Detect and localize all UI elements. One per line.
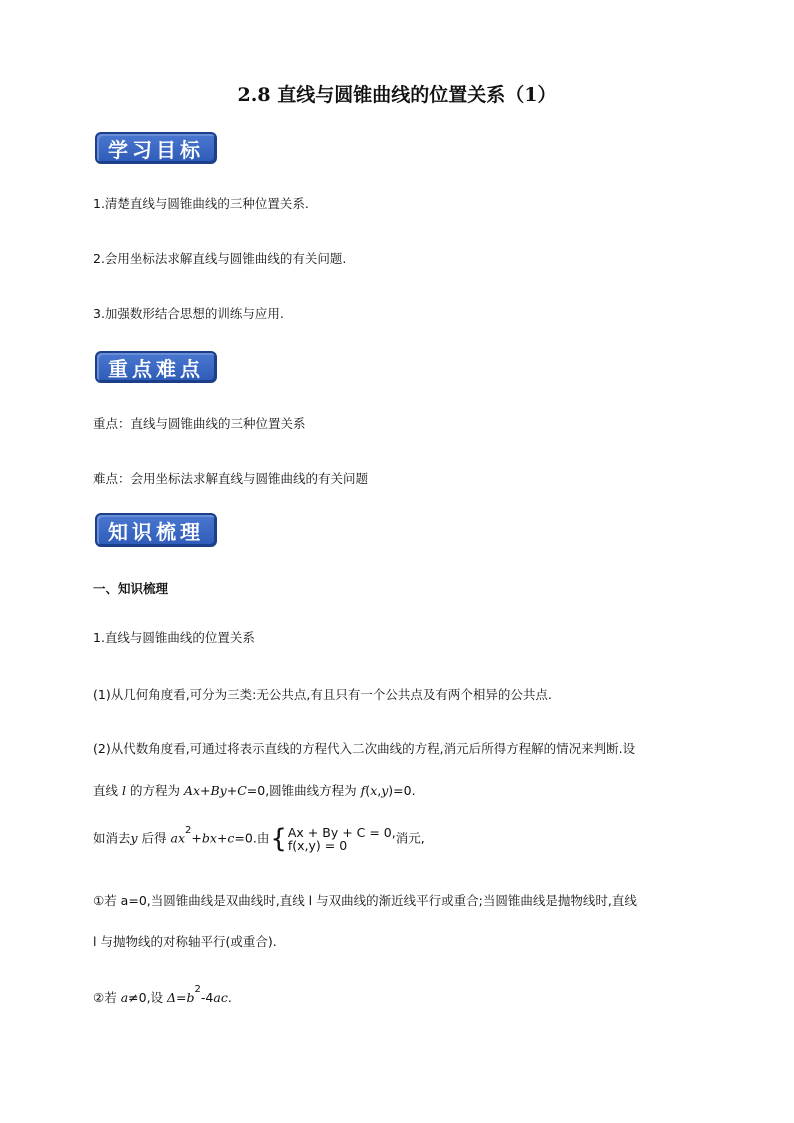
system-line-1: Ax + By + C = 0, (287, 825, 396, 840)
text: = (176, 990, 187, 1005)
var-f: f (360, 783, 366, 798)
text: 直线 (93, 783, 122, 798)
line-equation-paragraph (93, 781, 416, 799)
var-x: x (370, 783, 378, 798)
goal-item-3: 3.加强数形结合思想的训练与应用. (93, 306, 284, 321)
section-heading: 一、知识梳理 (93, 581, 169, 596)
text: 的方程为 (125, 783, 184, 798)
text: ( (365, 783, 371, 798)
var-y: y (130, 830, 138, 846)
line-equation: Ax+By+C (183, 783, 247, 798)
exponent: 2 (185, 824, 192, 836)
text: -4 (200, 990, 214, 1005)
brace-icon: { (270, 824, 287, 854)
case-a-zero-continued: l 与抛物线的对称轴平行(或重合). (93, 934, 277, 949)
var-y: y (381, 783, 389, 798)
term-ac: ac (213, 990, 228, 1005)
elimination-paragraph (93, 826, 425, 852)
difficulty-text: 难点：会用坐标法求解直线与圆锥曲线的有关问题 (93, 471, 369, 486)
text: =0,圆锥曲线方程为 (246, 783, 361, 798)
equation-system (288, 826, 396, 852)
case-a-zero: ①若 a=0,当圆锥曲线是双曲线时,直线 l 与双曲线的渐近线平行或重合;当圆锥曲线是抛物线时,直线 (93, 893, 637, 908)
text: 后得 (137, 830, 171, 846)
text: =0.由 (234, 830, 270, 846)
exponent: 2 (194, 984, 201, 995)
subsection-title: 1.直线与圆锥曲线的位置关系 (93, 630, 255, 645)
var-a: a (120, 990, 129, 1005)
section-badge-goals: 学习目标 (95, 132, 217, 164)
text: , (377, 783, 382, 798)
system-line-2: f(x,y) = 0 (287, 838, 348, 853)
case-a-nonzero (93, 984, 232, 1006)
term-ax: ax (170, 830, 186, 846)
paragraph-geometry: (1)从几何角度看,可分为三类:无公共点,有且只有一个公共点及有两个相异的公共点. (93, 687, 552, 702)
focus-text: 重点：直线与圆锥曲线的三种位置关系 (93, 416, 306, 431)
section-badge-knowledge: 知识梳理 (95, 513, 217, 547)
var-l: l (121, 783, 126, 798)
text: )=0. (388, 783, 416, 798)
text: ≠0,设 (128, 990, 168, 1005)
section-badge-key-points: 重点难点 (95, 351, 217, 383)
paragraph-algebra: (2)从代数角度看,可通过将表示直线的方程代入二次曲线的方程,消元后所得方程解的情况来判断.设 (93, 741, 636, 756)
text: . (227, 990, 232, 1005)
text: ②若 (93, 990, 121, 1005)
var-delta: Δ (167, 990, 177, 1005)
text: 消元, (395, 830, 425, 846)
page-title: 2.8 直线与圆锥曲线的位置关系（1） (237, 84, 557, 106)
var-b: b (186, 990, 195, 1005)
goal-item-1: 1.清楚直线与圆锥曲线的三种位置关系. (93, 196, 309, 211)
text: 如消去 (93, 830, 131, 846)
goal-item-2: 2.会用坐标法求解直线与圆锥曲线的有关问题. (93, 251, 347, 266)
terms-bx-c: +bx+c (191, 830, 235, 846)
